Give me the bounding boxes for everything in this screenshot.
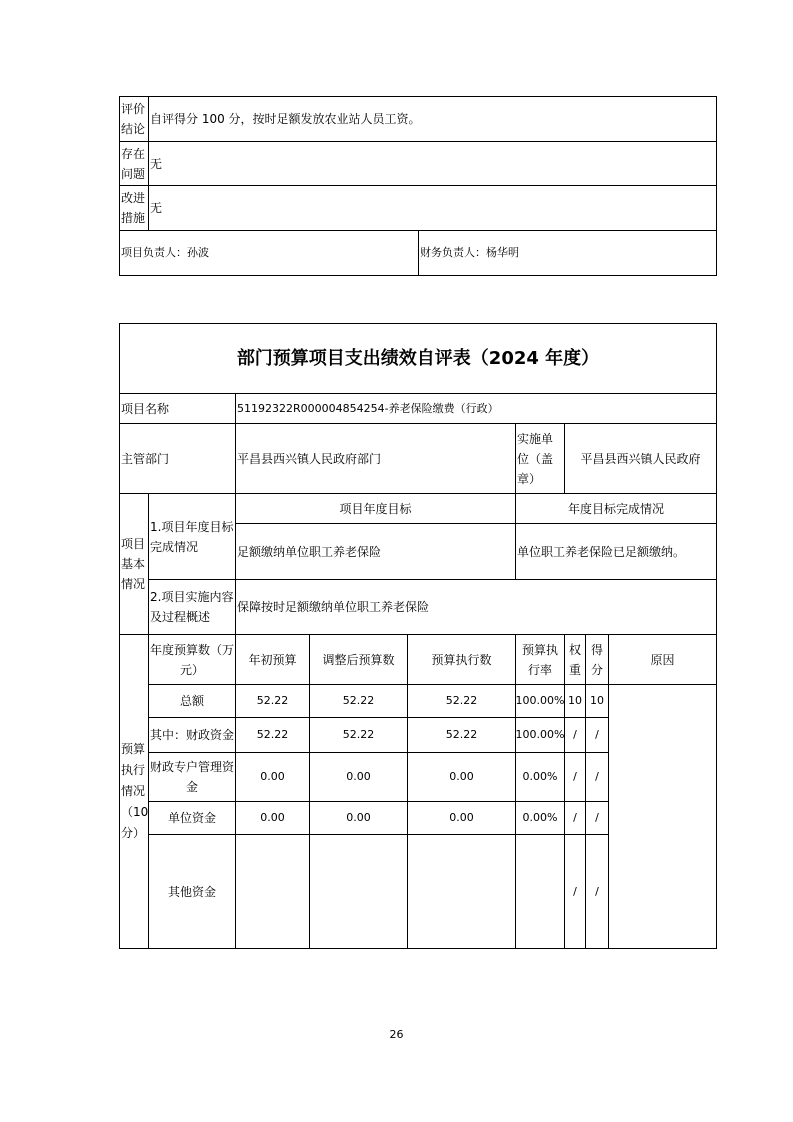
budget-row-initial: 52.22 (235, 684, 310, 718)
project-name-value: 51192322R000004854254-养老保险缴费（行政） (235, 393, 717, 424)
page-number: 26 (389, 1028, 404, 1041)
reason-cell (608, 684, 717, 949)
budget-row-score: / (585, 834, 609, 949)
budget-row-weight: / (564, 752, 586, 802)
budget-header-executed: 预算执行数 (407, 634, 516, 685)
budget-header-score: 得分 (585, 634, 609, 685)
budget-row-name: 其中：财政资金 (148, 717, 236, 753)
basic-section-label: 项目基本情况 (119, 493, 149, 635)
budget-row-weight: / (564, 834, 586, 949)
budget-row-weight: / (564, 717, 586, 753)
dept-label: 主管部门 (119, 423, 236, 494)
budget-row-adjusted: 0.00 (309, 752, 408, 802)
finance-lead: 财务负责人：杨华明 (418, 230, 717, 276)
eval-conclusion-label: 评价 结论 (119, 96, 149, 142)
item1-completion: 单位职工养老保险已足额缴纳。 (515, 523, 717, 580)
improvement-value: 无 (148, 185, 717, 231)
budget-header-initial: 年初预算 (235, 634, 310, 685)
budget-row-name: 其他资金 (148, 834, 236, 949)
budget-row-initial: 52.22 (235, 717, 310, 753)
budget-row-executed: 0.00 (407, 752, 516, 802)
budget-row-rate: 0.00% (515, 752, 565, 802)
existing-issues-value: 无 (148, 141, 717, 186)
budget-row-score: / (585, 801, 609, 835)
budget-row-score: 10 (585, 684, 609, 718)
budget-header-rate: 预算执行率 (515, 634, 565, 685)
budget-row-rate: 100.00% (515, 717, 565, 753)
budget-row-adjusted (309, 834, 408, 949)
budget-header-adjusted: 调整后预算数 (309, 634, 408, 685)
budget-row-executed: 52.22 (407, 717, 516, 753)
budget-row-weight: 10 (564, 684, 586, 718)
budget-row-score: / (585, 717, 609, 753)
item2-value: 保障按时足额缴纳单位职工养老保险 (235, 579, 717, 635)
item1-goal: 足额缴纳单位职工养老保险 (235, 523, 516, 580)
goal-header: 项目年度目标 (235, 493, 516, 524)
basic-item2-label: 2.项目实施内容及过程概述 (148, 579, 236, 635)
budget-row-executed: 52.22 (407, 684, 516, 718)
existing-issues-label: 存在 问题 (119, 141, 149, 186)
eval-conclusion-value: 自评得分 100 分，按时足额发放农业站人员工资。 (148, 96, 717, 142)
budget-header-reason: 原因 (608, 634, 717, 685)
project-lead: 项目负责人：孙波 (119, 230, 419, 276)
budget-row-executed (407, 834, 516, 949)
budget-section-label: 预算执行情况（10分） (119, 634, 149, 949)
budget-row-name: 总额 (148, 684, 236, 718)
improvement-label: 改进 措施 (119, 185, 149, 231)
budget-row-executed: 0.00 (407, 801, 516, 835)
budget-row-adjusted: 52.22 (309, 717, 408, 753)
impl-unit-label: 实施单位（盖章） (515, 423, 565, 494)
basic-item1-label: 1.项目年度目标完成情况 (148, 493, 236, 580)
budget-row-score: / (585, 752, 609, 802)
budget-row-rate (515, 834, 565, 949)
budget-row-adjusted: 52.22 (309, 684, 408, 718)
budget-header-weight: 权重 (564, 634, 586, 685)
impl-unit-value: 平昌县西兴镇人民政府 (564, 423, 717, 494)
budget-row-initial: 0.00 (235, 801, 310, 835)
budget-row-weight: / (564, 801, 586, 835)
form-title: 部门预算项目支出绩效自评表（2024 年度） (119, 323, 717, 394)
budget-row-rate: 0.00% (515, 801, 565, 835)
project-name-label: 项目名称 (119, 393, 236, 424)
budget-row-rate: 100.00% (515, 684, 565, 718)
budget-row-initial (235, 834, 310, 949)
budget-row-name: 单位资金 (148, 801, 236, 835)
budget-row-adjusted: 0.00 (309, 801, 408, 835)
completion-header: 年度目标完成情况 (515, 493, 717, 524)
budget-row-name: 财政专户管理资金 (148, 752, 236, 802)
budget-header-annual: 年度预算数（万元） (148, 634, 236, 685)
dept-value: 平昌县西兴镇人民政府部门 (235, 423, 516, 494)
budget-row-initial: 0.00 (235, 752, 310, 802)
